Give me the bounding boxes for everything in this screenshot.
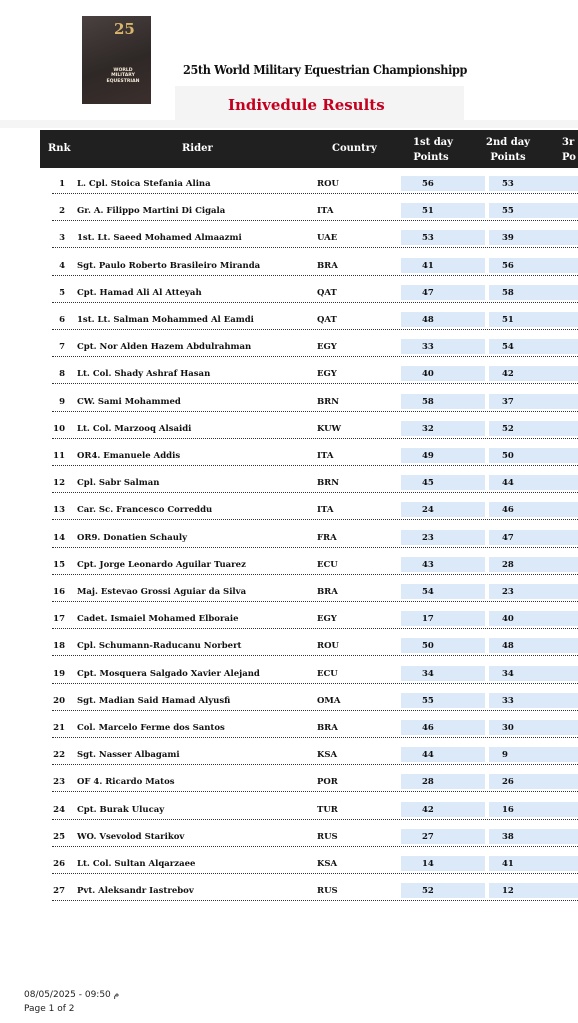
- day1-points-cell: 44: [422, 750, 434, 761]
- row-divider: [52, 819, 578, 820]
- table-row: [44, 580, 578, 607]
- country-cell: BRA: [317, 587, 338, 597]
- day1-shade: [401, 475, 485, 490]
- rank-cell: 17: [53, 614, 65, 625]
- rider-cell: Sgt. Madian Said Hamad Alyusfi: [77, 695, 231, 706]
- table-row: [44, 444, 578, 471]
- country-cell: ITA: [317, 206, 334, 217]
- header-day2-line2: Points: [490, 152, 526, 163]
- day2-points-cell: 47: [502, 532, 514, 543]
- table-row: [44, 634, 578, 661]
- rank-cell: 7: [59, 342, 65, 353]
- row-divider: [52, 791, 578, 792]
- day1-points-cell: 48: [422, 315, 434, 325]
- day1-shade: [401, 693, 485, 708]
- day2-points-cell: 34: [502, 668, 514, 679]
- day1-shade: [401, 421, 485, 436]
- row-divider: [52, 846, 578, 847]
- logo-line: EQUESTRIAN: [106, 78, 140, 84]
- rank-cell: 5: [59, 287, 65, 298]
- row-divider: [52, 492, 578, 493]
- header-day2-line1: 2nd day: [486, 137, 530, 148]
- row-divider: [52, 465, 578, 466]
- header-day3: [562, 135, 576, 165]
- row-divider: [52, 383, 578, 384]
- table-row: [44, 254, 578, 281]
- rank-cell: 6: [59, 315, 65, 325]
- table-row: [44, 798, 578, 825]
- day2-points-cell: 51: [502, 315, 514, 325]
- table-row: [44, 553, 578, 580]
- day1-shade: [401, 366, 485, 381]
- day1-points-cell: 28: [422, 777, 434, 788]
- country-cell: ITA: [317, 505, 334, 516]
- country-cell: QAT: [317, 287, 337, 298]
- rank-cell: 21: [53, 723, 65, 733]
- header-day1: [413, 135, 453, 165]
- country-cell: EGY: [317, 614, 337, 625]
- day2-points-cell: 37: [502, 396, 514, 407]
- rider-cell: Gr. A. Filippo Martini Di Cigala: [77, 206, 226, 217]
- row-divider: [52, 356, 578, 357]
- day1-points-cell: 32: [422, 423, 434, 434]
- country-cell: BRN: [317, 478, 340, 489]
- day1-points-cell: 43: [422, 559, 434, 570]
- day2-points-cell: 53: [502, 179, 514, 189]
- rank-cell: 9: [59, 396, 65, 407]
- rank-cell: 26: [53, 859, 65, 869]
- table-row: [44, 825, 578, 852]
- header-day3-line2: Po: [562, 152, 576, 163]
- row-divider: [52, 574, 578, 575]
- rank-cell: 22: [53, 750, 65, 761]
- country-cell: TUR: [317, 804, 338, 815]
- day1-shade: [401, 176, 485, 191]
- rider-cell: Cpt. Nor Alden Hazem Abdulrahman: [77, 342, 252, 353]
- championship-logo: [82, 16, 151, 104]
- rider-cell: OR4. Emanuele Addis: [77, 451, 181, 461]
- country-cell: RUS: [317, 831, 338, 842]
- day1-shade: [401, 394, 485, 409]
- rider-cell: OF 4. Ricardo Matos: [77, 777, 175, 788]
- rank-cell: 23: [53, 777, 65, 788]
- page-edge: [0, 120, 578, 128]
- rank-cell: 10: [53, 423, 65, 434]
- country-cell: RUS: [317, 886, 338, 897]
- rank-cell: 25: [53, 831, 65, 842]
- day2-points-cell: 28: [502, 559, 514, 570]
- day1-shade: [401, 502, 485, 517]
- day2-points-cell: 58: [502, 287, 514, 298]
- country-cell: EGY: [317, 342, 337, 353]
- day2-points-cell: 44: [502, 478, 514, 489]
- country-cell: ECU: [317, 559, 338, 570]
- day1-shade: [401, 530, 485, 545]
- row-divider: [52, 519, 578, 520]
- day1-points-cell: 33: [422, 342, 434, 353]
- day2-points-cell: 26: [502, 777, 514, 788]
- table-row: [44, 417, 578, 444]
- rider-cell: 1st. Lt. Salman Mohammed Al Eamdi: [77, 315, 254, 325]
- day2-points-cell: 12: [502, 886, 514, 897]
- row-divider: [52, 329, 578, 330]
- day1-shade: [401, 339, 485, 354]
- row-divider: [52, 247, 578, 248]
- print-timestamp: 08/05/2025 - 09:50 م: [24, 990, 120, 1000]
- rider-cell: Cpt. Mosquera Salgado Xavier Alejand: [77, 668, 260, 679]
- day1-shade: [401, 584, 485, 599]
- day1-shade: [401, 312, 485, 327]
- row-divider: [52, 764, 578, 765]
- country-cell: ITA: [317, 451, 334, 461]
- day2-points-cell: 55: [502, 206, 514, 217]
- rank-cell: 20: [53, 695, 65, 706]
- day1-shade: [401, 829, 485, 844]
- day1-points-cell: 52: [422, 886, 434, 897]
- row-divider: [52, 220, 578, 221]
- day2-points-cell: 48: [502, 641, 514, 652]
- day1-shade: [401, 856, 485, 871]
- country-cell: ECU: [317, 668, 338, 679]
- rank-cell: 8: [59, 369, 65, 380]
- country-cell: UAE: [317, 233, 338, 244]
- rider-cell: Cpt. Burak Ulucay: [77, 804, 165, 815]
- rider-cell: Car. Sc. Francesco Correddu: [77, 505, 213, 516]
- day2-points-cell: 9: [502, 750, 508, 761]
- rank-cell: 12: [53, 478, 65, 489]
- day2-points-cell: 46: [502, 505, 514, 516]
- day2-points-cell: 41: [502, 859, 514, 869]
- day1-shade: [401, 802, 485, 817]
- rider-cell: OR9. Donatien Schauly: [77, 532, 188, 543]
- rider-cell: Maj. Estevao Grossi Aguiar da Silva: [77, 587, 247, 597]
- table-row: [44, 716, 578, 743]
- row-divider: [52, 193, 578, 194]
- day1-shade: [401, 720, 485, 735]
- country-cell: QAT: [317, 315, 337, 325]
- rider-cell: CW. Sami Mohammed: [77, 396, 181, 407]
- day2-points-cell: 54: [502, 342, 514, 353]
- day1-points-cell: 56: [422, 179, 434, 189]
- country-cell: EGY: [317, 369, 337, 380]
- rank-cell: 24: [53, 804, 65, 815]
- row-divider: [52, 683, 578, 684]
- table-row: [44, 308, 578, 335]
- day1-points-cell: 58: [422, 396, 434, 407]
- rank-cell: 11: [53, 451, 65, 461]
- rider-cell: Lt. Col. Shady Ashraf Hasan: [77, 369, 211, 380]
- table-row: [44, 770, 578, 797]
- table-row: [44, 226, 578, 253]
- day1-shade: [401, 638, 485, 653]
- championship-title: 25th World Military Equestrian Championshipp: [183, 62, 468, 77]
- rider-cell: Sgt. Nasser Albagami: [77, 750, 180, 761]
- header-rider: Rider: [182, 143, 213, 154]
- day1-shade: [401, 203, 485, 218]
- rank-cell: 13: [53, 505, 65, 516]
- table-row: [44, 199, 578, 226]
- day2-points-cell: 33: [502, 695, 514, 706]
- day2-points-cell: 23: [502, 587, 514, 597]
- row-divider: [52, 873, 578, 874]
- day1-points-cell: 47: [422, 287, 434, 298]
- logo-line: MILITARY: [111, 73, 135, 79]
- rider-cell: Lt. Col. Sultan Alqarzaee: [77, 859, 196, 869]
- row-divider: [52, 275, 578, 276]
- country-cell: KUW: [317, 423, 342, 434]
- rank-cell: 27: [53, 886, 65, 897]
- day1-shade: [401, 747, 485, 762]
- table-row: [44, 362, 578, 389]
- country-cell: BRN: [317, 396, 340, 407]
- rider-cell: Lt. Col. Marzooq Alsaidi: [77, 423, 192, 434]
- row-divider: [52, 710, 578, 711]
- rider-cell: Col. Marcelo Ferme dos Santos: [77, 723, 225, 733]
- rider-cell: L. Cpl. Stoica Stefania Alina: [77, 179, 211, 189]
- day2-points-cell: 30: [502, 723, 514, 733]
- rank-cell: 4: [59, 260, 65, 271]
- table-row: [44, 689, 578, 716]
- day1-points-cell: 45: [422, 478, 434, 489]
- row-divider: [52, 737, 578, 738]
- day1-shade: [401, 774, 485, 789]
- row-divider: [52, 601, 578, 602]
- rider-cell: WO. Vsevolod Starikov: [77, 831, 185, 842]
- table-row: [44, 743, 578, 770]
- header-day1-line1: 1st day: [413, 137, 453, 148]
- day2-points-cell: 38: [502, 831, 514, 842]
- rider-cell: Cpl. Sabr Salman: [77, 478, 160, 489]
- rank-cell: 15: [53, 559, 65, 570]
- day1-points-cell: 51: [422, 206, 434, 217]
- row-divider: [52, 655, 578, 656]
- rank-cell: 2: [59, 206, 65, 217]
- day1-points-cell: 17: [422, 614, 434, 625]
- day2-points-cell: 42: [502, 369, 514, 380]
- page-indicator: Page 1 of 2: [24, 1004, 75, 1014]
- country-cell: BRA: [317, 723, 338, 733]
- rider-cell: Cpt. Hamad Ali Al Atteyah: [77, 287, 202, 298]
- country-cell: FRA: [317, 532, 337, 543]
- rider-cell: Cadet. Ismaiel Mohamed Elboraie: [77, 614, 239, 625]
- day1-shade: [401, 611, 485, 626]
- header-day1-line2: Points: [413, 152, 449, 163]
- day1-points-cell: 23: [422, 532, 434, 543]
- rank-cell: 16: [53, 587, 65, 597]
- day2-points-cell: 39: [502, 233, 514, 244]
- table-row: [44, 498, 578, 525]
- rank-cell: 1: [59, 179, 65, 189]
- rank-cell: 14: [53, 532, 65, 543]
- table-row: [44, 471, 578, 498]
- table-row: [44, 852, 578, 879]
- day2-points-cell: 40: [502, 614, 514, 625]
- day1-shade: [401, 557, 485, 572]
- rider-cell: Cpt. Jorge Leonardo Aguilar Tuarez: [77, 559, 246, 570]
- rank-cell: 3: [59, 233, 65, 244]
- table-row: [44, 607, 578, 634]
- day2-points-cell: 16: [502, 804, 514, 815]
- day1-points-cell: 55: [422, 695, 434, 706]
- country-cell: POR: [317, 777, 338, 788]
- logo-text: [100, 68, 146, 84]
- day1-points-cell: 40: [422, 369, 434, 380]
- results-title: Indivedule Results: [228, 96, 385, 114]
- header-rank: Rnk: [48, 143, 71, 154]
- row-divider: [52, 628, 578, 629]
- day1-points-cell: 41: [422, 260, 434, 271]
- table-row: [44, 879, 578, 906]
- day2-points-cell: 50: [502, 451, 514, 461]
- country-cell: KSA: [317, 750, 338, 761]
- day1-points-cell: 24: [422, 505, 434, 516]
- row-divider: [52, 411, 578, 412]
- rider-cell: Sgt. Paulo Roberto Brasileiro Miranda: [77, 260, 261, 271]
- logo-number: 25: [114, 20, 135, 38]
- country-cell: ROU: [317, 179, 339, 189]
- rank-cell: 18: [53, 641, 65, 652]
- day2-points-cell: 56: [502, 260, 514, 271]
- rank-cell: 19: [53, 668, 65, 679]
- day1-shade: [401, 883, 485, 898]
- header-day2: [486, 135, 530, 165]
- rider-cell: Pvt. Aleksandr Iastrebov: [77, 886, 194, 897]
- rider-cell: 1st. Lt. Saeed Mohamed Almaazmi: [77, 233, 242, 244]
- row-divider: [52, 302, 578, 303]
- table-row: [44, 281, 578, 308]
- table-row: [44, 172, 578, 199]
- table-row: [44, 526, 578, 553]
- header-day3-line1: 3r: [562, 137, 575, 148]
- row-divider: [52, 900, 578, 901]
- rider-cell: Cpl. Schumann-Raducanu Norbert: [77, 641, 242, 652]
- country-cell: KSA: [317, 859, 338, 869]
- day1-shade: [401, 230, 485, 245]
- day2-points-cell: 52: [502, 423, 514, 434]
- row-divider: [52, 438, 578, 439]
- day1-points-cell: 14: [422, 859, 434, 869]
- day1-points-cell: 42: [422, 804, 434, 815]
- table-row: [44, 335, 578, 362]
- table-header: [40, 130, 578, 168]
- table-row: [44, 390, 578, 417]
- logo-line: WORLD: [113, 68, 133, 73]
- country-cell: ROU: [317, 641, 339, 652]
- country-cell: BRA: [317, 260, 338, 271]
- day1-shade: [401, 258, 485, 273]
- day1-points-cell: 54: [422, 587, 434, 597]
- table-row: [44, 662, 578, 689]
- day1-points-cell: 27: [422, 831, 434, 842]
- day1-points-cell: 53: [422, 233, 434, 244]
- row-divider: [52, 547, 578, 548]
- day1-points-cell: 46: [422, 723, 434, 733]
- day1-shade: [401, 666, 485, 681]
- day1-points-cell: 49: [422, 451, 434, 461]
- country-cell: OMA: [317, 695, 341, 706]
- header-country: Country: [332, 143, 377, 154]
- day1-points-cell: 50: [422, 641, 434, 652]
- day1-shade: [401, 285, 485, 300]
- day1-points-cell: 34: [422, 668, 434, 679]
- day1-shade: [401, 448, 485, 463]
